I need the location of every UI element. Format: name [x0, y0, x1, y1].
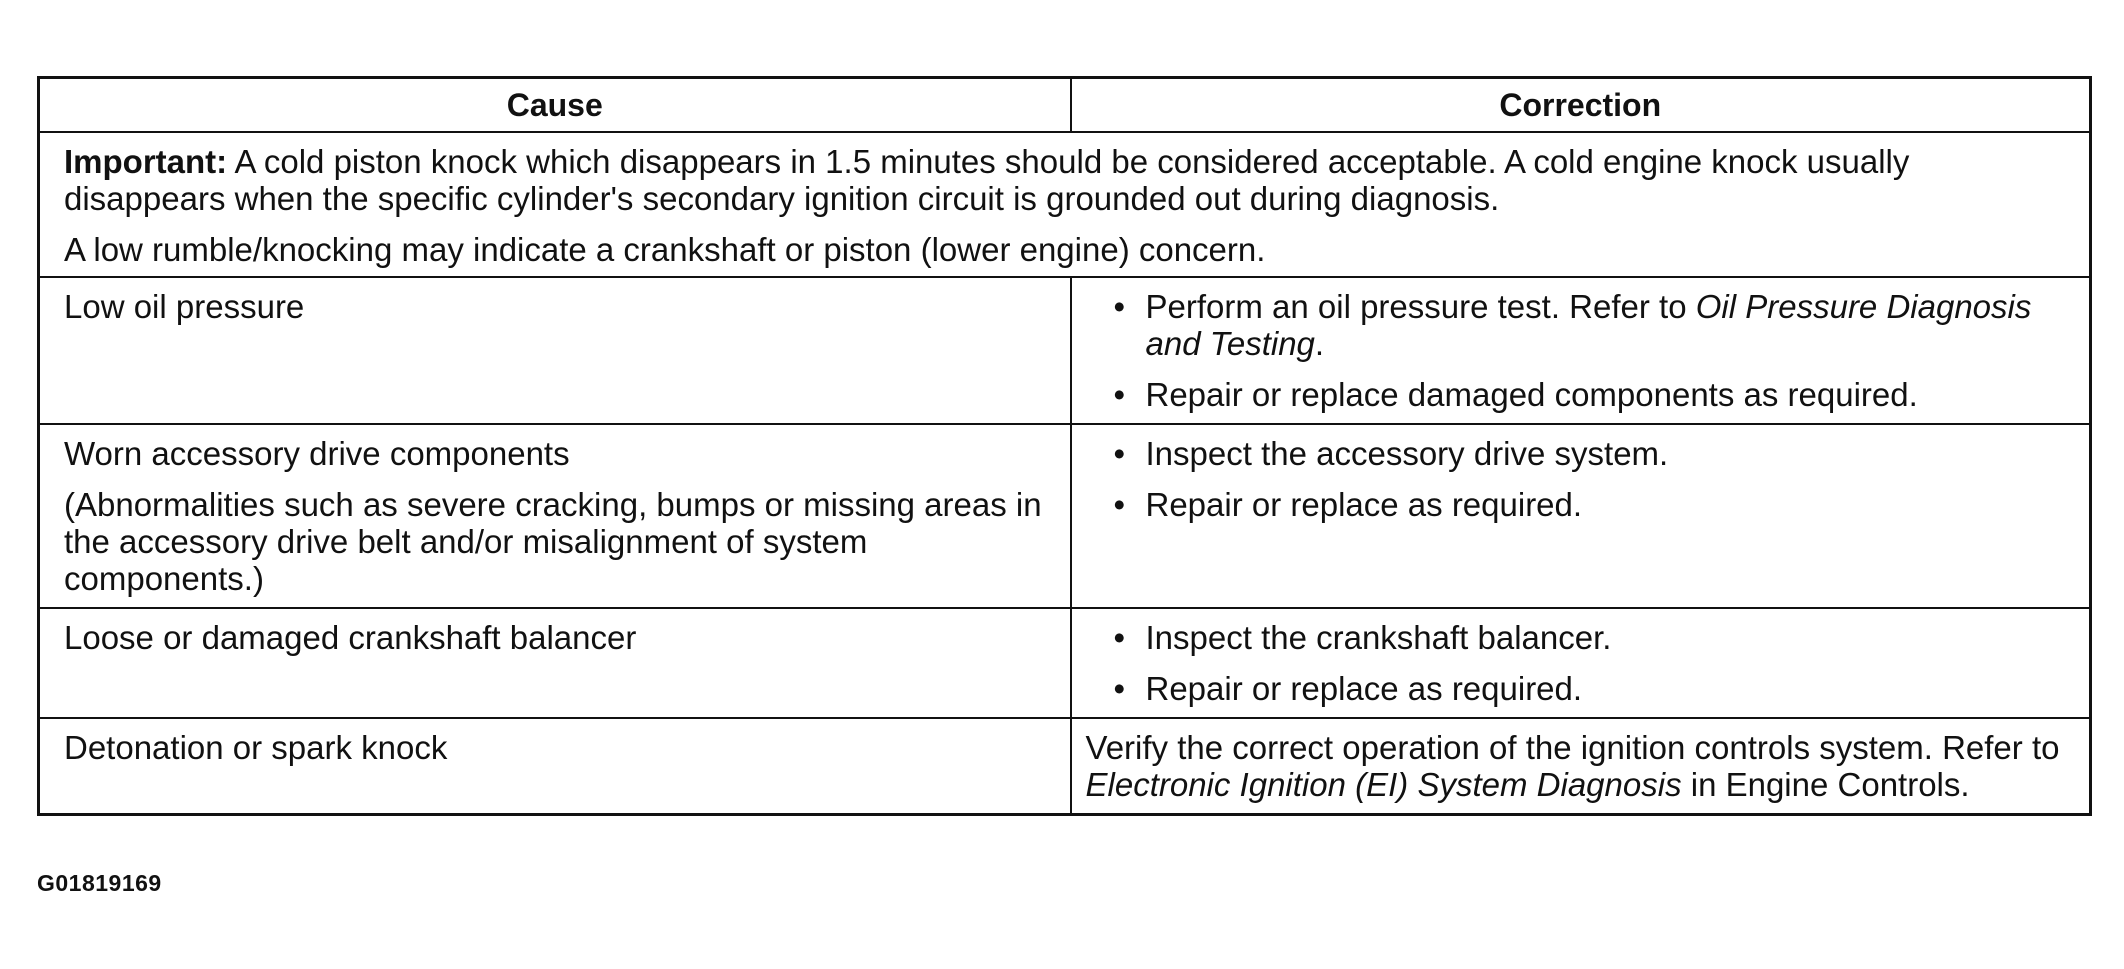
cause-text: Low oil pressure: [64, 288, 305, 325]
correction-cell: [1071, 718, 2091, 815]
table-row: [39, 277, 2091, 424]
important-text: A cold piston knock which disappears in 1.5 minutes should be considered acceptable. A cold engine knock usually disappears when the specific cylinder's secondary ignition circuit is grounded out during diagnosis.: [64, 143, 1910, 217]
cause-text: Detonation or spark knock: [64, 729, 448, 766]
bullet-icon: •: [1113, 486, 1126, 523]
list-item: • Repair or replace as required.: [1113, 486, 1583, 523]
correction-list: [1096, 619, 2070, 707]
cause-cell: [39, 424, 1071, 608]
correction-text: Verify the correct operation of the ignition controls system. Refer to Electronic Ignition (EI) System Diagnosis in Engine Controls.: [1085, 729, 2060, 803]
reference-link: Electronic Ignition (EI) System Diagnosis: [1085, 766, 1682, 803]
important-note: [64, 143, 2069, 217]
important-note-row: [39, 132, 2091, 277]
table-row: [39, 424, 2091, 608]
bullet-icon: •: [1113, 376, 1126, 413]
correction-list: [1096, 435, 2070, 523]
cause-cell: [39, 718, 1071, 815]
cause-text: Worn accessory drive components: [64, 435, 570, 472]
correction-list: [1096, 288, 2070, 413]
correction-header: Correction: [1071, 78, 2091, 133]
diagnosis-table: [37, 76, 2092, 816]
cause-header: Cause: [39, 78, 1071, 133]
bullet-icon: •: [1113, 435, 1126, 472]
list-item: • Inspect the crankshaft balancer.: [1113, 619, 1612, 656]
cause-text: Loose or damaged crankshaft balancer: [64, 619, 637, 656]
list-item: • Perform an oil pressure test. Refer to Oil Pressure Diagnosis and Testing.: [1113, 288, 2032, 362]
table-row: [39, 718, 2091, 815]
reference-link: Oil Pressure Diagnosis and Testing: [1145, 288, 2032, 362]
correction-cell: [1071, 424, 2091, 608]
list-item: • Repair or replace as required.: [1113, 670, 1583, 707]
cause-cell: [39, 608, 1071, 718]
list-item: • Inspect the accessory drive system.: [1113, 435, 1669, 472]
bullet-icon: •: [1113, 288, 1126, 325]
correction-cell: [1071, 608, 2091, 718]
correction-cell: [1071, 277, 2091, 424]
list-item: • Repair or replace damaged components as required.: [1113, 376, 1918, 413]
cause-detail: (Abnormalities such as severe cracking, bumps or missing areas in the accessory drive belt and/or misalignment of system components.): [64, 486, 1042, 597]
bullet-icon: •: [1113, 670, 1126, 707]
table-row: [39, 608, 2091, 718]
figure-code: G01819169: [37, 870, 162, 896]
rumble-note: A low rumble/knocking may indicate a crankshaft or piston (lower engine) concern.: [64, 231, 1266, 268]
bullet-icon: •: [1113, 619, 1126, 656]
important-label: Important:: [64, 143, 228, 180]
cause-cell: [39, 277, 1071, 424]
header-row: [39, 78, 2091, 133]
important-note-cell: [39, 132, 2091, 277]
